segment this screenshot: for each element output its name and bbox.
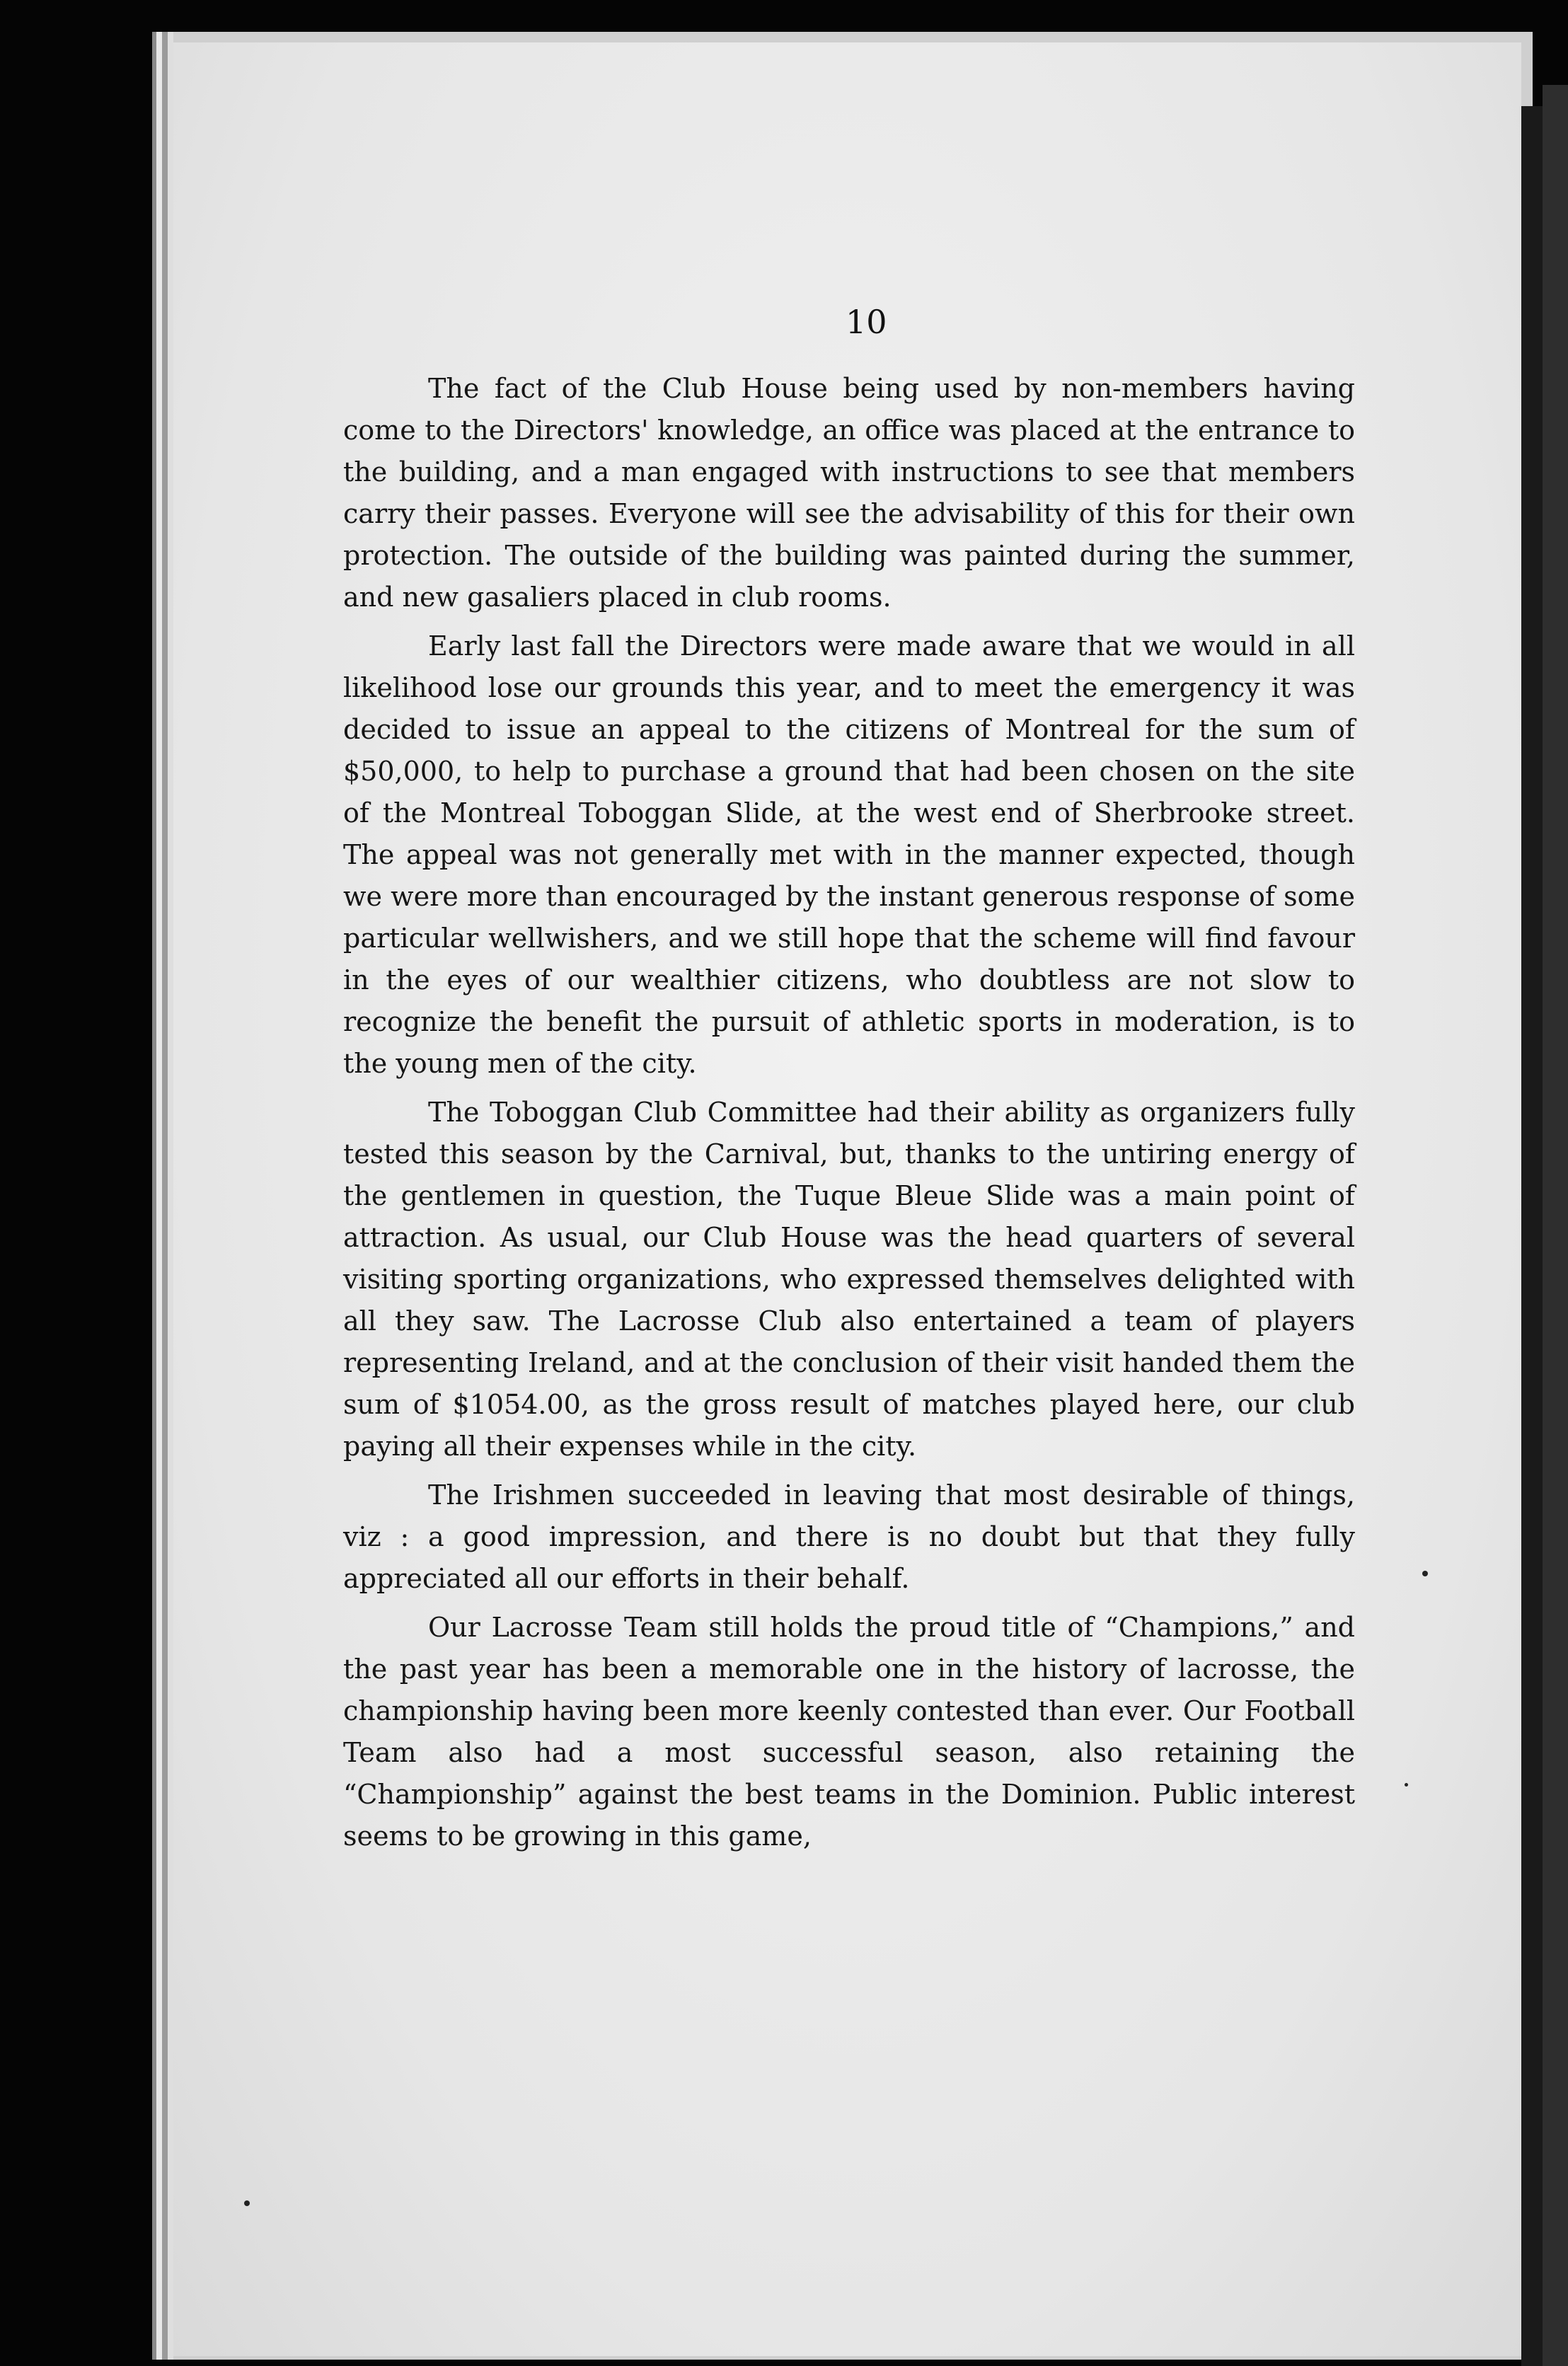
- paragraph-lacrosse-football: Our Lacrosse Team still holds the proud title of “Champions,” and the past year has been a memorable one in the history of lacrosse, the championship having been more keenly contested than ever. Our Football Team also had a most successful season, also retaining the “Championship” against the best teams in the Dominion. Public interest seems to be growing in this game,: [343, 1612, 1355, 1852]
- body-text: [343, 368, 1355, 1864]
- paragraph-irishmen: The Irishmen succeeded in leaving that most desirable of things, viz : a good impression, and there is no doubt but that they fully appreciated all our efforts in their behalf.: [343, 1479, 1355, 1594]
- page-number: 10: [846, 303, 887, 341]
- paragraph-club-house: The fact of the Club House being used by non-members having come to the Directors' knowledge, an office was placed at the entrance to the building, and a man engaged with instructions to see that members carry their passes. Everyone will see the advisability of this for their own protection. The outside of the building was painted during the summer, and new gasaliers placed in club rooms.: [343, 373, 1355, 613]
- ink-speck: [244, 2200, 250, 2206]
- paragraph-grounds-appeal: Early last fall the Directors were made aware that we would in all likelihood lose our grounds this year, and to meet the emergency it was decided to issue an appeal to the citizens of Montreal for the sum of $50,000, to help to purchase a ground that had been chosen on the site of the Montreal Toboggan Slide, at the west end of Sherbrooke street. The appeal was not generally met with in the manner expected, though we were more than encouraged by the instant generous response of some particular wellwishers, and we still hope that the scheme will find favour in the eyes of our wealthier citizens, who doubtless are not slow to recognize the benefit the pursuit of athletic sports in moderation, is to the young men of the city.: [343, 630, 1355, 1079]
- ink-speck: [1422, 1571, 1428, 1576]
- ink-speck: [1405, 1783, 1408, 1787]
- binding-fold: [1521, 106, 1543, 2366]
- paragraph-toboggan-carnival: The Toboggan Club Committee had their ability as organizers fully tested this season by the Carnival, but, thanks to the untiring energy of the gentlemen in question, the Tuque Bleue Slide was a main point of attraction. As usual, our Club House was the head quarters of several visiting sporting organizations, who expressed themselves delighted with all they saw. The Lacrosse Club also entertained a team of players representing Ireland, and at the conclusion of their visit handed them the sum of $1054.00, as the gross result of matches played here, our club paying all their expenses while in the city.: [343, 1097, 1355, 1462]
- right-edge-strip: [1543, 85, 1568, 2366]
